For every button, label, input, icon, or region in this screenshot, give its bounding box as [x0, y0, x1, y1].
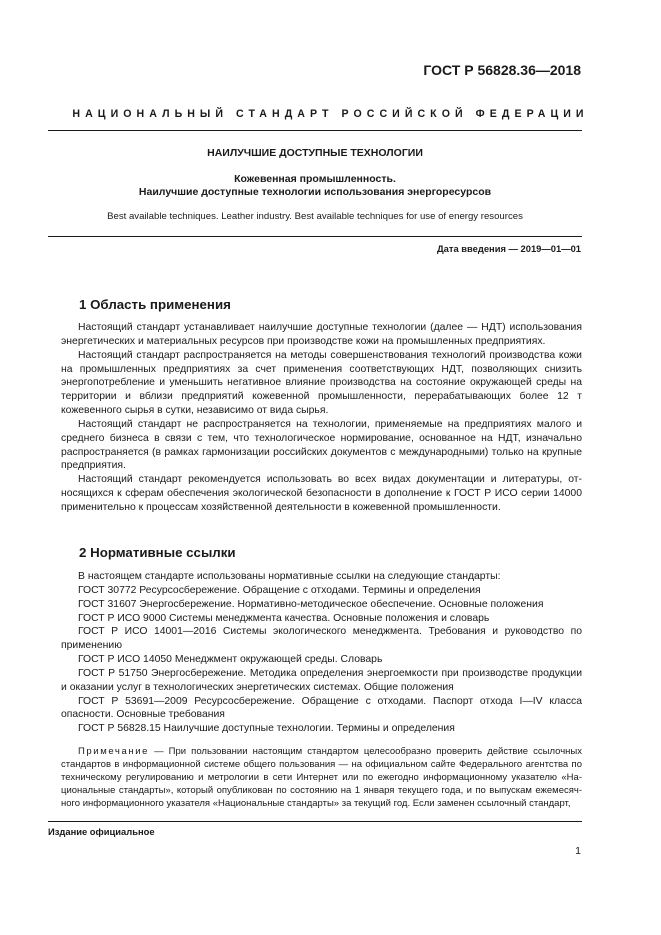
reference-item: ГОСТ Р 53691—2009 Ресурсосбережение. Обращение с отходами. Паспорт отхода I—IV класса опасности. Основные требования: [61, 695, 582, 721]
english-title: Best available techniques. Leather industry. Best available techniques for use of energy resources: [107, 211, 523, 222]
footer-divider: [48, 821, 582, 822]
page-number: 1: [575, 845, 581, 857]
note-lead: Примечание: [78, 746, 149, 757]
header-divider: [48, 130, 582, 131]
reference-item: ГОСТ Р ИСО 14050 Менеджмент окружающей среды. Словарь: [78, 654, 383, 666]
section-heading-references: 2 Нормативные ссылки: [79, 545, 236, 560]
document-subtitle: [48, 173, 582, 199]
reference-item: ГОСТ 31607 Энергосбережение. Нормативно-методическое обеспечение. Основные положения: [78, 598, 544, 610]
reference-item: ГОСТ 30772 Ресурсосбережение. Обращение с отходами. Термины и определения: [78, 584, 481, 596]
references-note: [61, 745, 582, 810]
edition-label: Издание официальное: [48, 826, 155, 837]
reference-item: ГОСТ Р ИСО 9000 Системы менеджмента качества. Основные положения и словарь: [78, 612, 490, 624]
paragraph: Настоящий стандарт распространяется на методы совершенствования технологий производства кожи на промышленных предприятиях за счет применения соответствующих НДТ, позволяющих снизить энергопотребление и уменьшить негативное влияние производства на состояние окружающей среды на территории и вблизи предприятий кожевенной промышленности, перерабатывающих более 12 т кожевенного сырья в сутки, независимо от вида сырья.: [61, 349, 582, 417]
effective-date: Дата введения — 2019—01—01: [436, 243, 581, 254]
document-title: НАИЛУЧШИЕ ДОСТУПНЫЕ ТЕХНОЛОГИИ: [207, 147, 423, 159]
reference-item: ГОСТ Р ИСО 14001—2016 Системы экологического менеджмента. Требования и руководство по применению: [61, 626, 582, 652]
subtitle-line-2: Наилучшие доступные технологии использования энергоресурсов: [138, 186, 492, 198]
paragraph: Настоящий стандарт не распространяется на технологии, применяемые на предприятиях малого и среднего бизнеса в связи с тем, что технологическое нормирование, основанное на НДТ, изначально распространяется (в рамках гармонизации российских документов с международными) только на крупные предприятия.: [61, 418, 582, 472]
subtitle-line-1: Кожевенная промышленность.: [234, 173, 396, 185]
title-divider: [48, 236, 582, 237]
paragraph: Настоящий стандарт устанавливает наилучшие доступные технологии (далее — НДТ) использования энергетических и материальных ресурсов при производстве кожи на промышленных предприятиях.: [61, 322, 582, 347]
national-standard-banner: НАЦИОНАЛЬНЫЙ СТАНДАРТ РОССИЙСКОЙ ФЕДЕРАЦИИ: [72, 108, 589, 120]
paragraph: В настоящем стандарте использованы нормативные ссылки на следующие стандарты:: [78, 571, 501, 582]
document-code: ГОСТ Р 56828.36—2018: [423, 62, 581, 78]
note-text: — При пользовании настоящим стандартом целесообразно проверить действие ссылочных стандартов в информационной системе общего пользования — на официальном сайте Федерального агентства по техническому регулированию и метрологии в сети Интернет или по ежегодно информационному указателю «Национальные стандарты», который опубликован по состоянию на 1 января текущего года, и по выпускам ежемесячного информационного указателя «Национальные стандарты» за текущий год. Если заменен ссылочный стандарт,: [61, 746, 582, 810]
section-body-references: [61, 570, 582, 736]
section-heading-scope: 1 Область применения: [79, 297, 231, 312]
reference-item: ГОСТ Р 56828.15 Наилучшие доступные технологии. Термины и определения: [78, 723, 455, 735]
reference-item: ГОСТ Р 51750 Энергосбережение. Методика определения энергоемкости при производстве продукции и оказании услуг в технологических энергетических системах. Общие положения: [61, 667, 582, 693]
section-body-scope: [61, 321, 582, 515]
paragraph: Настоящий стандарт рекомендуется использовать во всех видах документации и литературы, относящихся к сферам обеспечения экологической безопасности в дополнение к ГОСТ Р ИСО серии 14000 применительно к процессам хозяйственной деятельности в кожевенной промышленности.: [61, 474, 582, 513]
